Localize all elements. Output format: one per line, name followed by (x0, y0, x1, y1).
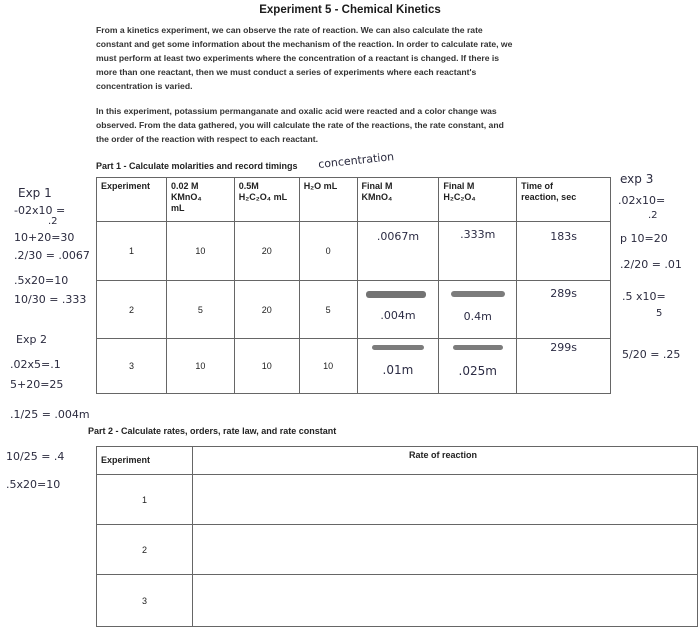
header-kmno4-ml (166, 178, 234, 222)
header-line: KMnO₄ (170, 192, 202, 202)
header-experiment: Experiment (97, 447, 193, 475)
scribble-mark (451, 291, 505, 297)
header-h2o-ml: H₂O mL (299, 178, 357, 222)
cell-final-kmno4 (357, 222, 439, 281)
margin-note: p 10=20 (620, 232, 668, 245)
cell-exp: 1 (97, 222, 167, 281)
margin-note: .02x10= (618, 194, 666, 207)
scribble-mark (453, 345, 503, 350)
header-line: 0.5M (238, 181, 259, 191)
margin-note: .2 (648, 210, 658, 221)
intro-line: observed. From the data gathered, you will calculate the rate of the reactions, the rate constant, and (96, 120, 504, 130)
scribble-mark (372, 345, 424, 350)
cell-h2o: 5 (299, 281, 357, 339)
intro-line: From a kinetics experiment, we can observe the rate of reaction. We can also calculate the rate (96, 25, 483, 35)
margin-note: Exp 1 (18, 186, 52, 200)
header-experiment: Experiment (97, 178, 167, 222)
part1-table (96, 177, 611, 394)
cell-exp: 3 (97, 339, 167, 394)
header-line: reaction, sec (521, 192, 577, 202)
cell-kmno4: 5 (166, 281, 234, 339)
header-final-kmno4 (357, 178, 439, 222)
table-row (97, 475, 698, 525)
header-final-h2c2o4 (439, 178, 517, 222)
intro-line: concentration is varied. (96, 81, 193, 91)
cell-exp: 2 (97, 281, 167, 339)
table-row (97, 525, 698, 575)
table-row (97, 281, 611, 339)
cell-final-h2c2o4 (439, 222, 517, 281)
margin-note: .1/25 = .004m (10, 408, 90, 421)
part1-heading-note: concentration (317, 150, 395, 171)
cell-final-kmno4 (357, 281, 439, 339)
margin-note: -02x10 = (14, 204, 66, 217)
header-line: Time of (521, 181, 554, 191)
margin-note: .5x20=10 (6, 478, 61, 491)
handwritten-value: .01m (382, 363, 414, 377)
margin-note: .5x20=10 (14, 274, 69, 287)
handwritten-value: 0.4m (463, 310, 492, 323)
cell-h2c2o4: 20 (234, 281, 299, 339)
cell-kmno4: 10 (166, 222, 234, 281)
cell-exp: 2 (97, 525, 193, 575)
header-h2c2o4-ml (234, 178, 299, 222)
scribble-mark (366, 291, 426, 298)
header-line: Final M (361, 181, 393, 191)
margin-note: 10+20=30 (14, 231, 75, 244)
table-row (97, 575, 698, 627)
margin-note: 5+20=25 (10, 378, 64, 391)
intro-paragraph-1 (96, 23, 616, 93)
part1-heading: Part 1 - Calculate molarities and record timings (96, 161, 298, 171)
handwritten-value: 299s (550, 341, 577, 354)
cell-time (517, 222, 611, 281)
margin-note: exp 3 (620, 172, 654, 186)
cell-final-h2c2o4 (439, 339, 517, 394)
handwritten-value: .333m (460, 228, 496, 241)
margin-note: .2/30 = .0067 (14, 249, 90, 262)
page-title: Experiment 5 - Chemical Kinetics (259, 4, 441, 16)
intro-line: the order of the reaction with respect to each reactant. (96, 134, 319, 144)
header-line: Final M (443, 181, 475, 191)
header-line: mL (170, 203, 185, 213)
table-row (97, 339, 611, 394)
part2-table (96, 446, 698, 627)
handwritten-value: .0067m (376, 230, 420, 243)
margin-note: .5 x10= (622, 290, 666, 303)
cell-h2o: 10 (299, 339, 357, 394)
cell-time (517, 281, 611, 339)
cell-final-kmno4 (357, 339, 439, 394)
cell-final-h2c2o4 (439, 281, 517, 339)
header-line: KMnO₄ (361, 192, 393, 202)
header-time (517, 178, 611, 222)
cell-exp: 3 (97, 575, 193, 627)
cell-kmno4: 10 (166, 339, 234, 394)
margin-note: 5 (656, 308, 663, 319)
intro-line: constant and get some information about the mechanism of the reaction. In order to calculate rate, we (96, 39, 513, 49)
intro-paragraph-2 (96, 104, 616, 146)
handwritten-value: .004m (380, 309, 416, 322)
cell-rate (192, 525, 697, 575)
cell-h2o: 0 (299, 222, 357, 281)
cell-exp: 1 (97, 475, 193, 525)
margin-note: .2/20 = .01 (620, 258, 682, 271)
header-line: 0.02 M (170, 181, 199, 191)
cell-h2c2o4: 20 (234, 222, 299, 281)
cell-rate (192, 475, 697, 525)
handwritten-value: 183s (550, 230, 577, 243)
margin-note: .02x5=.1 (10, 358, 61, 371)
intro-line: In this experiment, potassium permanganate and oxalic acid were reacted and a color change was (96, 106, 497, 116)
margin-note: 10/30 = .333 (14, 293, 87, 306)
cell-h2c2o4: 10 (234, 339, 299, 394)
part2-heading: Part 2 - Calculate rates, orders, rate law, and rate constant (88, 426, 337, 436)
header-rate: Rate of reaction (192, 447, 697, 475)
handwritten-value: .025m (458, 364, 497, 378)
header-line: H₂C₂O₄ mL (238, 192, 288, 202)
intro-line: more than one reactant, then we must conduct a series of experiments where each reactant's (96, 67, 477, 77)
header-line: H₂C₂O₄ (443, 192, 476, 202)
margin-note: .2 (48, 216, 58, 227)
margin-note: Exp 2 (16, 333, 47, 346)
table-row (97, 222, 611, 281)
handwritten-value: 289s (550, 287, 577, 300)
intro-line: must perform at least two experiments where the concentration of a reactant is changed. If there is (96, 53, 500, 63)
cell-time (517, 339, 611, 394)
margin-note: 5/20 = .25 (622, 348, 681, 361)
cell-rate (192, 575, 697, 627)
margin-note: 10/25 = .4 (6, 450, 65, 463)
